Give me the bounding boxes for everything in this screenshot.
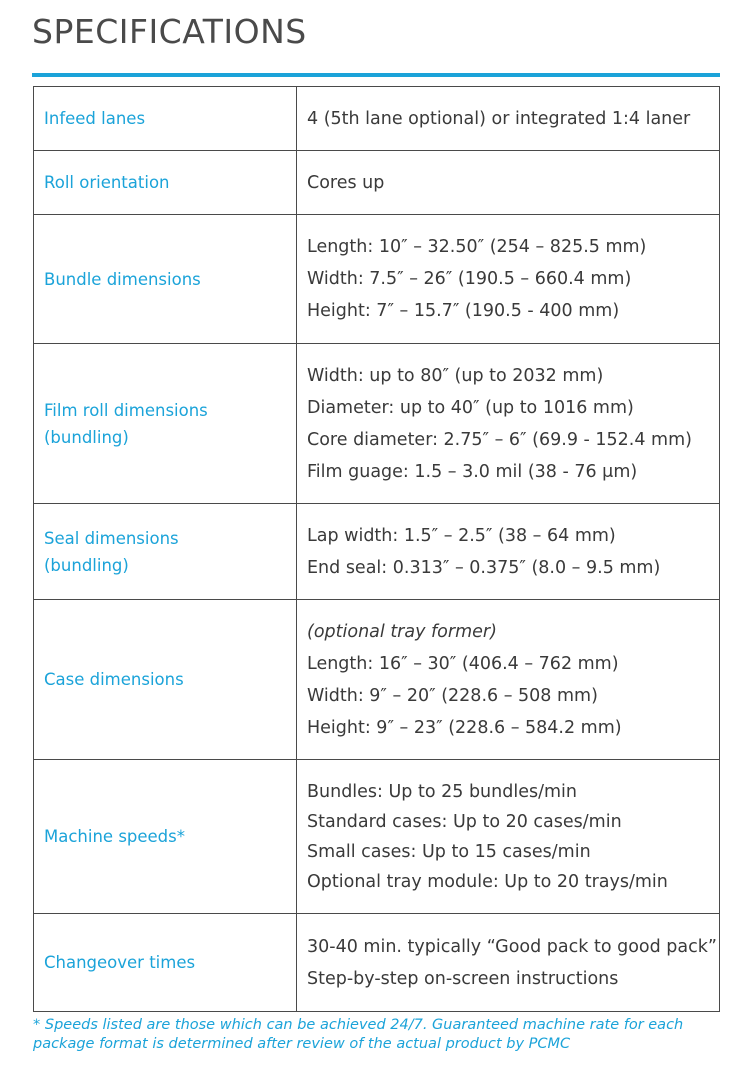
spec-value-line: Core diameter: 2.75″ – 6″ (69.9 - 152.4 mm)	[307, 429, 692, 450]
spec-value-line: Film guage: 1.5 – 3.0 mil (38 - 76 μm)	[307, 461, 638, 482]
spec-label	[34, 760, 297, 914]
spec-value-line: Small cases: Up to 15 cases/min	[307, 841, 591, 862]
spec-value-line: Height: 7″ – 15.7″ (190.5 - 400 mm)	[307, 301, 620, 321]
spec-label	[34, 215, 297, 344]
spec-value	[297, 344, 720, 504]
spec-value	[297, 914, 720, 1012]
spec-row	[34, 504, 720, 600]
spec-label	[34, 344, 297, 504]
spec-value-line: End seal: 0.313″ – 0.375″ (8.0 – 9.5 mm)	[307, 557, 661, 578]
spec-label-line: Seal dimensions	[44, 528, 179, 548]
spec-label-line: Case dimensions	[44, 670, 184, 689]
spec-value-line: 4 (5th lane optional) or integrated 1:4 laner	[307, 108, 691, 129]
spec-row	[34, 600, 720, 760]
spec-label	[34, 600, 297, 760]
spec-value-line: (optional tray former)	[307, 621, 497, 642]
spec-label-line: (bundling)	[44, 555, 129, 575]
spec-value-line: 30-40 min. typically “Good pack to good pack”	[307, 936, 717, 957]
spec-row	[34, 215, 720, 344]
title-underline	[32, 73, 720, 77]
specifications-table	[33, 86, 720, 1012]
spec-value-line: Length: 10″ – 32.50″ (254 – 825.5 mm)	[307, 237, 647, 257]
spec-value-line: Width: up to 80″ (up to 2032 mm)	[307, 365, 604, 386]
spec-value	[297, 760, 720, 914]
spec-label-line: Machine speeds*	[44, 827, 186, 846]
spec-label	[34, 914, 297, 1012]
spec-label	[34, 504, 297, 600]
spec-value-line: Lap width: 1.5″ – 2.5″ (38 – 64 mm)	[307, 525, 616, 546]
spec-value-line: Standard cases: Up to 20 cases/min	[307, 811, 622, 832]
spec-label-line: Infeed lanes	[44, 109, 146, 128]
spec-label-line: Roll orientation	[44, 173, 170, 192]
spec-row	[34, 914, 720, 1012]
spec-label-line: (bundling)	[44, 427, 129, 447]
spec-row	[34, 344, 720, 504]
spec-value	[297, 215, 720, 344]
spec-label-line: Bundle dimensions	[44, 269, 201, 289]
spec-value-line: Bundles: Up to 25 bundles/min	[307, 781, 577, 802]
spec-value-line: Optional tray module: Up to 20 trays/min	[307, 871, 668, 892]
spec-value-line: Diameter: up to 40″ (up to 1016 mm)	[307, 397, 634, 418]
spec-value-line: Cores up	[307, 172, 385, 193]
spec-label	[34, 151, 297, 215]
spec-value-line: Width: 9″ – 20″ (228.6 – 508 mm)	[307, 685, 598, 706]
spec-row	[34, 151, 720, 215]
spec-row	[34, 760, 720, 914]
spec-value-line: Length: 16″ – 30″ (406.4 – 762 mm)	[307, 653, 619, 674]
spec-value	[297, 600, 720, 760]
footnote: * Speeds listed are those which can be achieved 24/7. Guaranteed machine rate for each package format is determined after review of the actual product by PCMC	[33, 1017, 684, 1052]
spec-value	[297, 87, 720, 151]
spec-label-line: Changeover times	[44, 953, 196, 972]
spec-value	[297, 151, 720, 215]
page-title: SPECIFICATIONS	[32, 12, 307, 51]
spec-label	[34, 87, 297, 151]
spec-label-line: Film roll dimensions	[44, 400, 208, 420]
spec-value-line: Width: 7.5″ – 26″ (190.5 – 660.4 mm)	[307, 269, 632, 289]
spec-value-line: Height: 9″ – 23″ (228.6 – 584.2 mm)	[307, 717, 622, 738]
spec-value-line: Step-by-step on-screen instructions	[307, 968, 619, 989]
spec-row	[34, 87, 720, 151]
spec-value	[297, 504, 720, 600]
